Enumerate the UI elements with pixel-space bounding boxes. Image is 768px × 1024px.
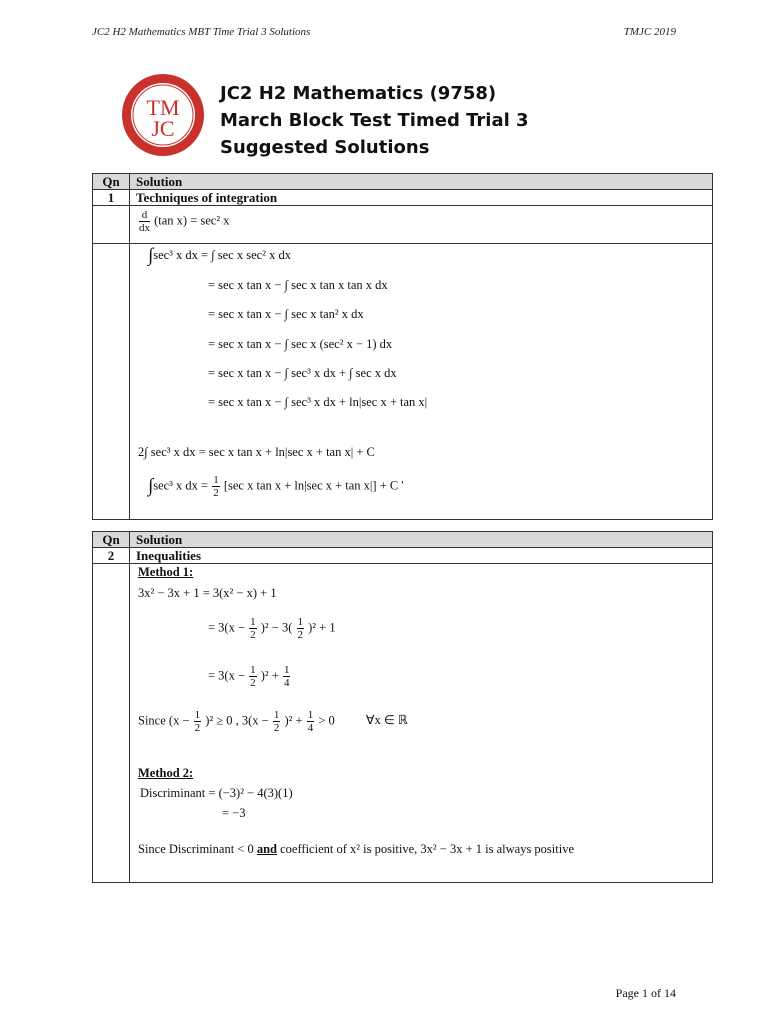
working-line-7: 2∫ sec³ x dx = sec x tan x + ln|sec x + tan x| + C [138, 445, 375, 459]
method-1-heading: Method 1: [138, 565, 194, 579]
working-line-6: = sec x tan x − ∫ sec³ x dx + ln|sec x + tan x| [208, 395, 428, 409]
m2-line-2: = −3 [222, 806, 246, 820]
question-number: 2 [93, 548, 130, 564]
derivative-line: $\frac{d}{dx}$ (tan x) = sec² x [139, 209, 230, 234]
title-line-2: March Block Test Timed Trial 3 [220, 110, 529, 131]
qn-header: Qn [93, 174, 130, 190]
method-2-heading: Method 2: [138, 766, 194, 780]
m2-line-1: Discriminant = (−3)² − 4(3)(1) [140, 786, 293, 800]
logo-initials-top: TM [146, 95, 180, 120]
integration-working [130, 244, 713, 520]
half-fraction: $\frac{1}{2}$ [213, 474, 219, 499]
school-logo [120, 72, 206, 158]
question-1-table [92, 173, 713, 520]
working-line-1: ∫sec³ x dx = ∫ sec x sec² x dx [148, 245, 291, 267]
qn-header: Qn [93, 532, 130, 548]
working-line-3: = sec x tan x − ∫ sec x tan² x dx [208, 307, 364, 321]
working-line-8: ∫sec³ x dx = $\frac{1}{2}$ [sec x tan x + ln|sec x + tan x|] + C ' [148, 474, 404, 499]
working-line-5: = sec x tan x − ∫ sec³ x dx + ∫ sec x dx [208, 366, 397, 380]
solution-header: Solution [130, 174, 713, 190]
inequality-working [130, 564, 713, 883]
question-topic: Inequalities [130, 548, 713, 564]
d-dx-fraction: $\frac{d}{dx}$ [139, 209, 150, 234]
question-topic: Techniques of integration [130, 190, 713, 206]
title-line-3: Suggested Solutions [220, 137, 430, 158]
running-header-title: JC2 H2 Mathematics MBT Time Trial 3 Solutions [92, 26, 311, 38]
document-title [220, 80, 529, 161]
question-2-table [92, 531, 713, 883]
m1-line-2: = 3(x − $\frac{1}{2}$ )² − 3( $\frac{1}{2}$ )² + 1 [208, 616, 336, 641]
m1-line-1: 3x² − 3x + 1 = 3(x² − x) + 1 [138, 586, 277, 600]
m1-line-3: = 3(x − $\frac{1}{2}$ )² + $\frac{1}{4}$ [208, 664, 290, 689]
for-all-reals: ∀x ∈ ℝ [365, 713, 408, 728]
solution-header: Solution [130, 532, 713, 548]
m2-conclusion: Since Discriminant < 0 and coefficient of x² is positive, 3x² − 3x + 1 is always positive [138, 842, 575, 856]
working-line-4: = sec x tan x − ∫ sec x (sec² x − 1) dx [208, 337, 393, 351]
m1-since-line: Since (x − $\frac{1}{2}$ )² ≥ 0 , 3(x − $\frac{1}{2}$ )² + $\frac{1}{4}$ > 0 ∀x ∈ ℝ [138, 709, 408, 734]
logo-initials-bottom: JC [151, 116, 175, 141]
title-line-1: JC2 H2 Mathematics (9758) [220, 83, 497, 104]
working-line-2: = sec x tan x − ∫ sec x tan x tan x dx [208, 278, 388, 292]
running-header-school: TMJC 2019 [623, 26, 676, 38]
derivative-cell [130, 206, 713, 244]
question-number: 1 [93, 190, 130, 206]
page-number: Page 1 of 14 [615, 986, 676, 1000]
